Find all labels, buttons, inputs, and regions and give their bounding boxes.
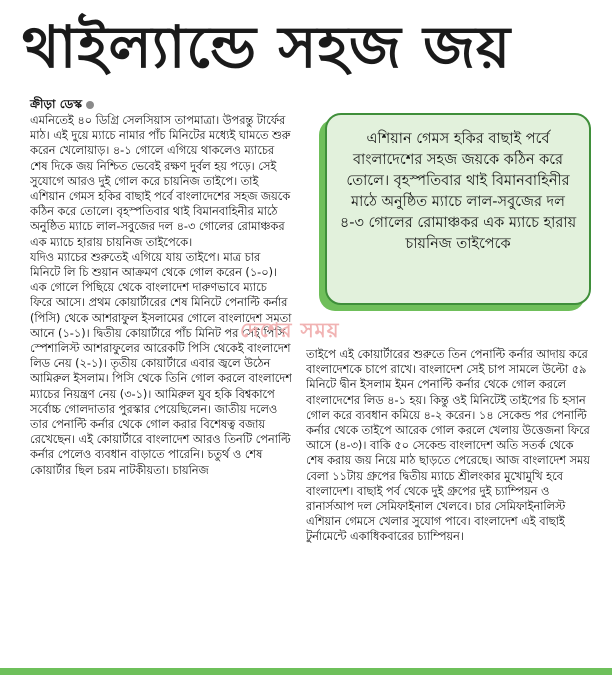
headline: থাইল্যান্ডে সহজ জয় bbox=[22, 13, 512, 81]
pull-quote-text: এশিয়ান গেমস হকির বাছাই পর্বে বাংলাদেশের সহজ জয়কে কঠিন করে তোলে। বৃহস্পতিবার থাই বিমানবাহিনীর মাঠে অনুষ্ঠিত ম্যাচে লাল-সবুজের দল ৪-৩ গোলের রোমাঞ্চকর এক ম্যাচে হারায় চায়নিজ তাইপেকে bbox=[339, 131, 577, 252]
bottom-accent-bar bbox=[0, 668, 612, 675]
article-column-1 bbox=[30, 113, 292, 675]
article-paragraph: তাইপে এই কোয়ার্টারের শুরুতে তিন পেনাল্টি কর্নার আদায় করে বাংলাদেশকে চাপে রাখে। বাংলাদেশ সেই চাপ সামলে উল্টো ৫৯ মিনিটে দ্বীন ইসলাম ইমন পেনাল্টি কর্নার থেকে গোল করলে বাংলাদেশের লিড ৪-১ হয়। কিন্তু ওই মিনিটেই তাইপের চি হসান গোল করে ব্যবধান কমিয়ে ৪-২ করেন। ১৪ সেকেন্ড পর পেনাল্টি কর্নার থেকে তাইপে আরেক গোল করলে খেলায় উত্তেজনা ফিরে আসে (৪-৩)। বাকি ৫০ সেকেন্ড বাংলাদেশ অতি সতর্ক থেকে শেষ করায় জয় নিয়ে মাঠ ছাড়তে পেরেছে। আজ বাংলাদেশ সময় বেলা ১১টায় গ্রুপের দ্বিতীয় ম্যাচে শ্রীলংকার মুখোমুখি হবে বাংলাদেশ। বাছাই পর্ব থেকে দুই গ্রুপের দুই চ্যাম্পিয়ন ও রানার্সআপ দল সেমিফাইনাল খেলবে। চার সেমিফাইনালিস্ট এশিয়ান গেমসে খেলার সুযোগ পাবে। বাংলাদেশ এই বাছাই টুর্নামেন্টে একাধিকবারের চ্যাম্পিয়ন। bbox=[306, 348, 590, 544]
pull-quote-box bbox=[325, 113, 591, 305]
bullet-icon bbox=[86, 101, 94, 109]
publisher-watermark: দেশের সময় bbox=[240, 318, 340, 342]
byline-text: ক্রীড়া ডেস্ক bbox=[30, 97, 83, 111]
article-paragraph: যদিও ম্যাচের শুরুতেই এগিয়ে যায় তাইপে। মাত্র চার মিনিটে লি চি শুয়ান আক্রমণ থেকে গোল করেন (১-০)। এক গোলে পিছিয়ে থেকে বাংলাদেশ দারুণভাবে ম্যাচে ফিরে আসে। প্রথম কোয়ার্টারের শেষ মিনিটে পেনাল্টি কর্নার (পিসি) থেকে আশরাফুল ইসলামের গোলে বাংলাদেশ সমতা আনে (১-১)। দ্বিতীয় কোয়ার্টারে পাঁচ মিনিট পর সেই পিসি স্পেশালিস্ট আশরাফুলের আরেকটি পিসি থেকেই বাংলাদেশ লিড নেয় (২-১)। তৃতীয় কোয়ার্টারে এবার জ্বলে উঠেন আমিরুল ইসলাম। পিসি থেকে তিনি গোল করলে বাংলাদেশ ম্যাচের নিয়ন্ত্রণ নেয় (৩-১)। আমিরুল যুব হকি বিশ্বকাপে সর্বোচ্চ গোলদাতার পুরস্কার পেয়েছিলেন। জাতীয় দলেও তার পেনাল্টি কর্নার থেকে গোল করার বিশেষত্ব বজায় রেখেছেন। এই কোয়ার্টারে বাংলাদেশ আরও তিনটি পেনাল্টি কর্নার পেলেও ব্যবধান বাড়াতে পারেনি। চতুর্থ ও শেষ কোয়ার্টার ছিল চরম নাটকীয়তা। চায়নিজ bbox=[30, 250, 292, 477]
article-column-2 bbox=[306, 347, 590, 662]
byline bbox=[30, 96, 94, 112]
article-paragraph: এমনিতেই ৪০ ডিগ্রি সেলসিয়াস তাপমাত্রা। উপরন্তু টার্ফের মাঠ। এই দুয়ে ম্যাচে নামার পাঁচ মিনিটের মধ্যেই ঘামতে শুরু করেন খেলোয়াড়। ৪-১ গোলে এগিয়ে থাকলেও ম্যাচের শেষ দিকে জয় নিশ্চিত ভেবেই রক্ষণ দুর্বল হয় পড়ে। সেই সুযোগে আরও দুই গোল করে চায়নিজ তাইপে। তাই এশিয়ান গেমস হকির বাছাই পর্বে বাংলাদেশের সহজ জয়কে কঠিন করে তোলে। বৃহস্পতিবার থাই বিমানবাহিনীর মাঠে অনুষ্ঠিত ম্যাচে লাল-সবুজের দল ৪-৩ গোলের রোমাঞ্চকর এক ম্যাচে হারায় চায়নিজ তাইপেকে। bbox=[30, 114, 291, 249]
